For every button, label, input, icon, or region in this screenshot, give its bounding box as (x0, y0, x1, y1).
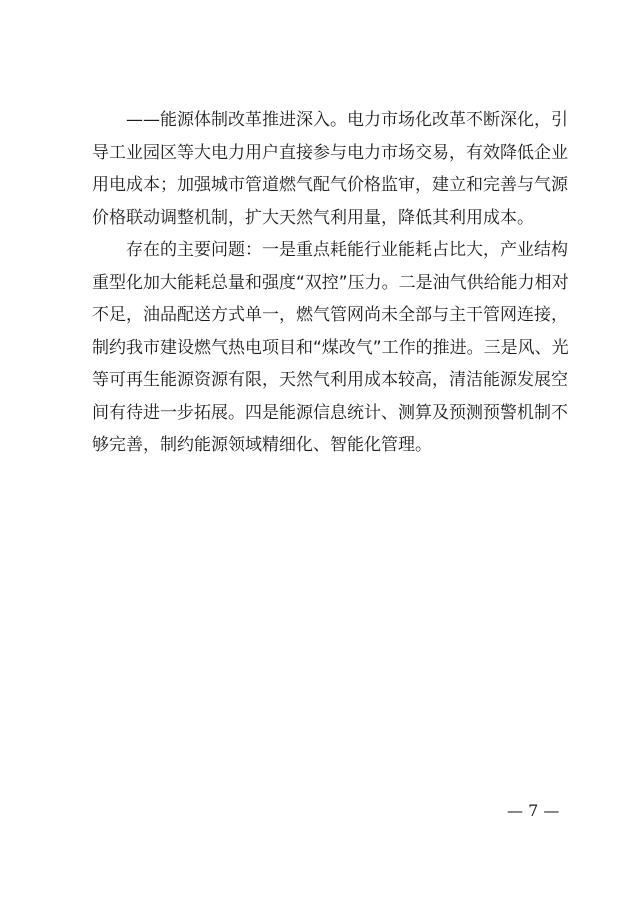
paragraph-line: 不足，油品配送方式单一，燃气管网尚未全部与主干管网连接， (92, 305, 568, 325)
paragraph-line: 间有待进一步拓展。四是能源信息统计、测算及预测预警机制不 (92, 402, 568, 423)
paragraph-main-problems (92, 234, 569, 462)
paragraph-line: 用电成本；加强城市管道燃气配气价格监审，建立和完善与气源 (92, 175, 568, 195)
page-number: — 7 — (507, 801, 560, 820)
paragraph-line: 存在的主要问题：一是重点耗能行业能耗占比大，产业结构 (126, 240, 568, 260)
paragraph-line: ——能源体制改革推进深入。电力市场化改革不断深化，引 (126, 110, 568, 130)
paragraph-line: 制约我市建设燃气热电项目和“煤改气”工作的推进。三是风、光 (92, 337, 569, 358)
paragraph-energy-reform (92, 104, 568, 234)
paragraph-line: 等可再生能源资源有限，天然气利用成本较高，清洁能源发展空 (92, 370, 568, 390)
paragraph-line: 够完善，制约能源领域精细化、智能化管理。 (92, 435, 432, 455)
paragraph-line: 导工业园区等大电力用户直接参与电力市场交易，有效降低企业 (92, 142, 568, 163)
paragraph-line: 价格联动调整机制，扩大天然气利用量，降低其利用成本。 (92, 207, 534, 228)
body-text (92, 104, 569, 462)
paragraph-line: 重型化加大能耗总量和强度“双控”压力。二是油气供给能力相对 (92, 272, 569, 293)
